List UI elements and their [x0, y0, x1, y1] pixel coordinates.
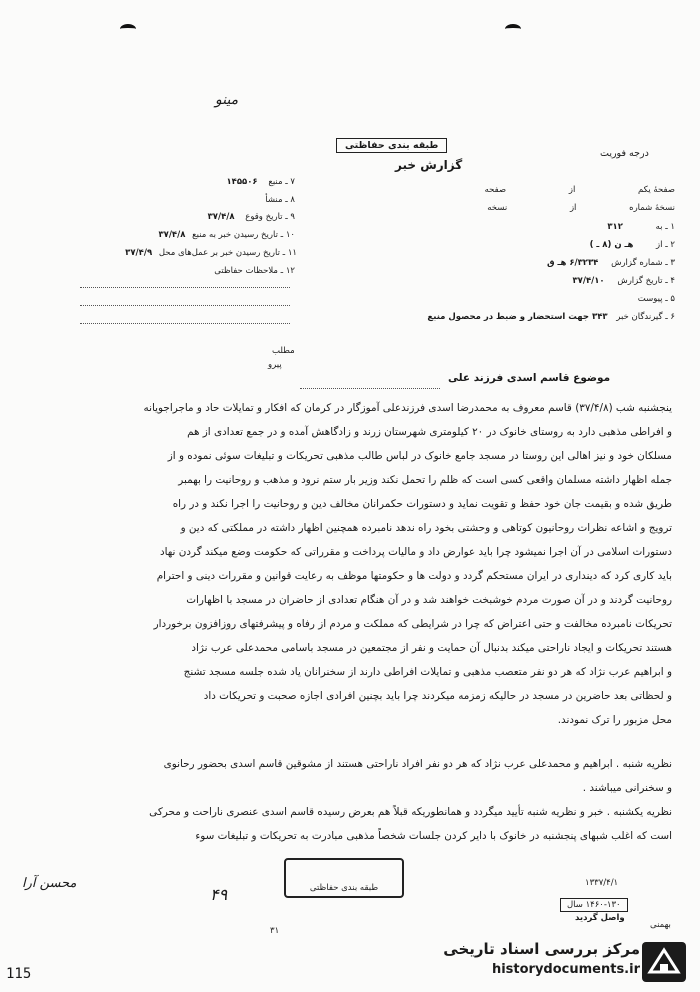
- handwritten-mark: ۴۹: [210, 885, 228, 904]
- urgency-label: درجه فوریت: [600, 148, 649, 159]
- punch-hole-right: [505, 24, 521, 34]
- subject-line: موضوع قاسم اسدی فرزند علی: [448, 372, 611, 384]
- body-line: و ابراهیم عرب نژاد که هر دو نفر متعصب مذهبی و تمایلات افراطی دارند از سخنرانان یاد شده جلسه مسجد تشنج: [183, 666, 672, 678]
- body-line: مسلکان خود و نیز اهالی این روستا در مسجد جامع خانوک در لباس طالب مذهبی تحریکات و تبلیغات سوئی نموده و از: [167, 450, 672, 462]
- subject-marker-2: پیرو: [268, 360, 282, 370]
- subject-marker: مطلب: [272, 346, 295, 356]
- dotted-line: [300, 388, 440, 389]
- report-title: گزارش خبر: [395, 158, 463, 172]
- field-attachment: ۵ ـ پیوست: [637, 294, 675, 304]
- body-line: طریق شده و بقیمت جان خود حفظ و تقویت نماید و دستورات حکمرانان مخالف دین و روحانیت را اجرا نکند و در راه: [172, 498, 672, 510]
- handwritten-sign-top: مینو: [215, 92, 239, 108]
- field-security-notes: ۱۲ ـ ملاحظات حفاظتی: [214, 266, 295, 276]
- body-line: ترویج و اشاعه نظرات روحانیون کوتاهی و وحشتی بخود راه ندهد نامبرده همچنین اظهار داشته در مملکتی که دین و: [180, 522, 672, 534]
- bottom-mark: ۳۱: [270, 926, 280, 936]
- body-line: تحریکات نامبرده مخالفت و حتی اعتراض که چرا در شرایطی که مملکت و مردم از رفاه و پیشرفتهای روزافزون برخوردار: [153, 618, 672, 630]
- watermark-url: historydocuments.ir: [491, 962, 640, 977]
- received-label: واصل گردید: [575, 913, 625, 923]
- body-line: دستورات اسلامی در آن اجرا نمیشود چرا باید عوارض داد و مالیات پرداخت و مقرراتی که حکومت وضع میکند گردن نهاد: [159, 546, 672, 558]
- field-recipients: ۶ ـ گیرندگان خبر ۳۴۳ جهت استحضار و ضبط در محصول منبع: [427, 312, 675, 322]
- body-line: و افراطی مذهبی دارد به روستای خانوک در ۲۰ کیلومتری شهرستان زرند و زادگاهش آمده و در جمع تعدادی از هم: [187, 426, 672, 438]
- field-occurrence-date: ۹ ـ تاریخ وقوع ۳۷/۴/۸: [207, 212, 295, 222]
- watermark-org: مرکز بررسی اسناد تاریخی: [443, 940, 640, 958]
- security-stamp: طبقه بندی حفاظتی: [284, 858, 404, 898]
- archive-logo-icon: [640, 940, 688, 984]
- field-source: ۷ ـ منبع ۱۴۵۵۰۶: [226, 177, 295, 187]
- body-line: جمله اظهار داشته مسلمان واقعی کسی است که ظلم را تحمل نکند وزیر بار ستم نرود و مذهب و روحانیت را بهمبر: [178, 474, 672, 486]
- handwritten-sign-left: محسن آرا: [22, 876, 77, 891]
- opinion-line: و سخنرانی میباشند .: [582, 782, 672, 794]
- classification-top: طبقه بندی حفاظتی: [336, 138, 447, 153]
- field-page: صفحهٔ یکم از صفحه: [484, 185, 675, 195]
- receipt-number: ۱۴۶۰-۱۳۰ سال: [560, 898, 628, 912]
- field-receipt-date: ۱۰ ـ تاریخ رسیدن خبر به منبع ۳۷/۴/۸: [158, 230, 295, 240]
- dotted-line: [80, 305, 290, 306]
- archive-tag: بهمنی: [650, 920, 671, 930]
- page-number: 115: [6, 966, 32, 982]
- field-from: ۲ ـ از هـ ن (۸ ـ ): [589, 240, 675, 250]
- report-body: [38, 396, 672, 732]
- field-origin: ۸ ـ منشأ: [265, 195, 295, 205]
- field-report-date: ۴ ـ تاریخ گزارش ۳۷/۴/۱۰: [572, 276, 675, 286]
- field-copy: نسخهٔ شماره از نسخه: [487, 203, 675, 213]
- opinion-line: است که اغلب شبهای پنجشنبه در خانوک با دایر کردن جلسات شخصاً مذهبی مبادرت به تحریکات و تبلیغات سوء: [195, 830, 672, 842]
- punch-hole-left: [120, 24, 136, 34]
- dotted-line: [80, 287, 290, 288]
- body-line: محل مزبور را ترک نمودند.: [557, 714, 672, 726]
- opinion-line: نظریه یکشنبه . خبر و نظریه شنبه تأیید میگردد و همانطوریکه قبلاً هم بعرض رسیده قاسم اسدی عنصری ناراحت و محرکی: [149, 806, 672, 818]
- report-opinion: [38, 752, 672, 848]
- body-line: روحانیت گردند و در آن صورت مردم خوشبخت خواهند شد و در آن هنگام تعدادی از حاضران در مسجد با اظهارات: [186, 594, 672, 606]
- field-arrival-date: ۱۱ ـ تاریخ رسیدن خبر بر عمل‌های محل ۳۷/۴/۹: [125, 248, 297, 258]
- opinion-line: نظریه شنبه . ابراهیم و محمدعلی عرب نژاد که هر دو نفر افراد ناراحتی هستند از مشوقین قاسم اسدی بحضور رحانوی: [163, 758, 672, 770]
- body-line: باید کاری کرد که دینداری در ایران مستحکم گردد و دولت ها و حکومتها موظف به رعایت قوانین و مقررات دینی و احترام: [156, 570, 672, 582]
- received-date: ۱۳۳۷/۴/۱: [585, 878, 619, 888]
- field-to: ۱ ـ به ۳۱۲: [607, 222, 675, 232]
- field-report-number: ۳ ـ شماره گزارش ۶/۳۲۳۴ هـ ق: [546, 258, 675, 268]
- body-line: ینجشنبه شب (۳۷/۴/۸) قاسم معروف به محمدرضا اسدی فرزندعلی آموزگار در کرمان که افکار و تمایلات حاد و ماجراجویانه: [143, 402, 672, 414]
- body-line: و لحظاتی بعد حاضرین در مسجد در حالیکه زمزمه میکردند چرا باید بچنین افرادی اجازه صحبت و تحریکات داد: [203, 690, 672, 702]
- body-line: هستند تحریکات و ایجاد ناراحتی میکند بدنبال آن حمایت و نفر از مجتمعین در مسجد باسامی محمدعلی عرب نژاد: [191, 642, 672, 654]
- dotted-line: [80, 323, 290, 324]
